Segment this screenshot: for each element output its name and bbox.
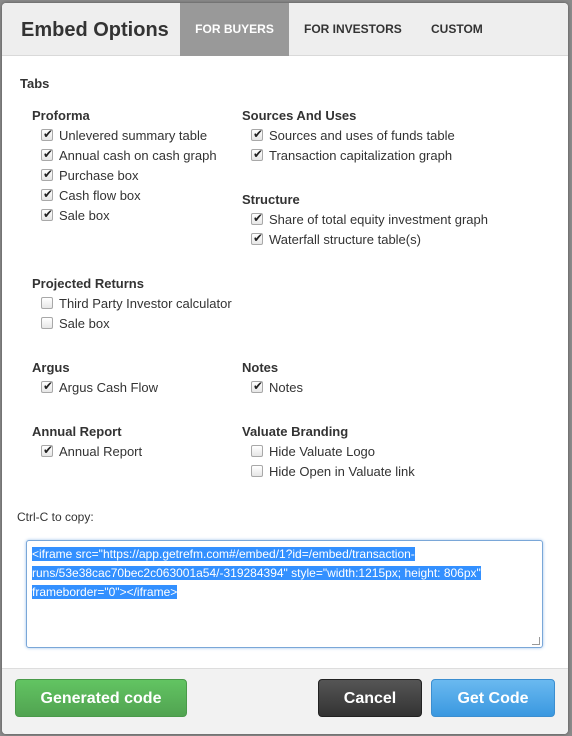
checkbox-label: Transaction capitalization graph (269, 147, 453, 163)
checkmark-icon: ✔ (43, 443, 54, 457)
copy-instruction-label: Ctrl-C to copy: (17, 510, 94, 524)
checkmark-icon: ✔ (43, 147, 54, 161)
checkbox-label: Sale box (59, 207, 110, 223)
checkmark-icon: ✔ (43, 167, 54, 181)
annual-report-title: Annual Report (32, 424, 122, 439)
checkbox-box[interactable] (41, 209, 53, 221)
checkbox-waterfall-structure-tables[interactable] (251, 230, 421, 248)
dialog-header (2, 3, 568, 56)
checkbox-box[interactable] (41, 149, 53, 161)
embed-code-line: <iframe src="https://app.getrefm.com#/embed/1?id=/embed/transaction- (32, 547, 415, 561)
cancel-button[interactable]: Cancel (318, 679, 422, 717)
checkbox-box[interactable] (41, 129, 53, 141)
dialog-title: Embed Options (21, 19, 169, 41)
argus-title: Argus (32, 360, 70, 375)
checkbox-transaction-capitalization-graph[interactable] (251, 146, 452, 164)
checkbox-purchase-box[interactable] (41, 166, 139, 184)
checkbox-label: Cash flow box (59, 187, 141, 203)
checkbox-box[interactable] (41, 189, 53, 201)
checkbox-annual-cash-on-cash-graph[interactable] (41, 146, 217, 164)
embed-code-textarea[interactable] (26, 540, 543, 648)
dialog-footer (2, 668, 568, 734)
checkbox-cash-flow-box[interactable] (41, 186, 141, 204)
checkbox-box[interactable] (251, 381, 263, 393)
generated-code-button[interactable]: Generated code (15, 679, 187, 717)
checkbox-projected-sale-box[interactable] (41, 314, 110, 332)
checkbox-notes[interactable] (251, 378, 303, 396)
checkbox-annual-report[interactable] (41, 442, 142, 460)
checkbox-label: Sources and uses of funds table (269, 127, 455, 143)
checkmark-icon: ✔ (253, 147, 264, 161)
checkmark-icon: ✔ (253, 231, 264, 245)
embed-code-line: runs/53e38cac70bec2c063001a54/-319284394" style="width:1215px; height: 806px" (32, 566, 481, 580)
structure-title: Structure (242, 192, 300, 207)
checkbox-label: Annual Report (59, 443, 143, 459)
checkbox-box[interactable] (41, 381, 53, 393)
valuate-branding-title: Valuate Branding (242, 424, 349, 439)
sources-and-uses-title: Sources And Uses (242, 108, 357, 123)
checkbox-hide-open-in-valuate-link[interactable] (251, 462, 415, 480)
notes-title: Notes (242, 360, 279, 375)
checkbox-label: Share of total equity investment graph (269, 211, 488, 227)
checkmark-icon: ✔ (43, 379, 54, 393)
tab-for-investors[interactable]: FOR INVESTORS (304, 22, 402, 36)
checkbox-box[interactable] (251, 149, 263, 161)
checkbox-label: Sale box (59, 315, 110, 331)
projected-returns-title: Projected Returns (32, 276, 144, 291)
checkbox-argus-cash-flow[interactable] (41, 378, 158, 396)
checkbox-third-party-investor-calculator[interactable] (41, 294, 232, 312)
checkbox-label: Hide Open in Valuate link (269, 463, 415, 479)
resize-handle-icon[interactable] (532, 637, 540, 645)
tab-custom[interactable]: CUSTOM (431, 22, 483, 36)
checkbox-hide-valuate-logo[interactable] (251, 442, 375, 460)
checkbox-box[interactable] (41, 169, 53, 181)
checkmark-icon: ✔ (253, 211, 264, 225)
checkbox-box[interactable] (251, 213, 263, 225)
checkbox-label: Annual cash on cash graph (59, 147, 217, 163)
checkbox-label: Argus Cash Flow (59, 379, 158, 395)
checkbox-box[interactable] (251, 465, 263, 477)
checkbox-box[interactable] (41, 317, 53, 329)
checkbox-sources-and-uses-table[interactable] (251, 126, 455, 144)
checkmark-icon: ✔ (43, 127, 54, 141)
get-code-button[interactable]: Get Code (431, 679, 555, 717)
checkmark-icon: ✔ (253, 127, 264, 141)
checkbox-label: Waterfall structure table(s) (269, 231, 421, 247)
checkbox-label: Purchase box (59, 167, 139, 183)
checkmark-icon: ✔ (253, 379, 264, 393)
tabs-section-label: Tabs (20, 76, 50, 91)
checkbox-sale-box[interactable] (41, 206, 110, 224)
checkmark-icon: ✔ (43, 187, 54, 201)
checkbox-label: Unlevered summary table (59, 127, 208, 143)
checkbox-box[interactable] (41, 297, 53, 309)
tab-for-buyers[interactable]: FOR BUYERS (180, 3, 289, 56)
proforma-title: Proforma (32, 108, 90, 123)
checkbox-box[interactable] (41, 445, 53, 457)
embed-code-text (32, 545, 537, 602)
checkbox-label: Hide Valuate Logo (269, 443, 376, 459)
checkbox-label: Third Party Investor calculator (59, 295, 232, 311)
checkbox-box[interactable] (251, 445, 263, 457)
embed-code-line: frameborder="0"></iframe> (32, 585, 178, 599)
checkbox-label: Notes (269, 379, 303, 395)
checkbox-share-of-total-equity-graph[interactable] (251, 210, 488, 228)
checkmark-icon: ✔ (43, 207, 54, 221)
checkbox-box[interactable] (251, 233, 263, 245)
checkbox-box[interactable] (251, 129, 263, 141)
checkbox-unlevered-summary-table[interactable] (41, 126, 207, 144)
embed-options-dialog (2, 3, 568, 734)
